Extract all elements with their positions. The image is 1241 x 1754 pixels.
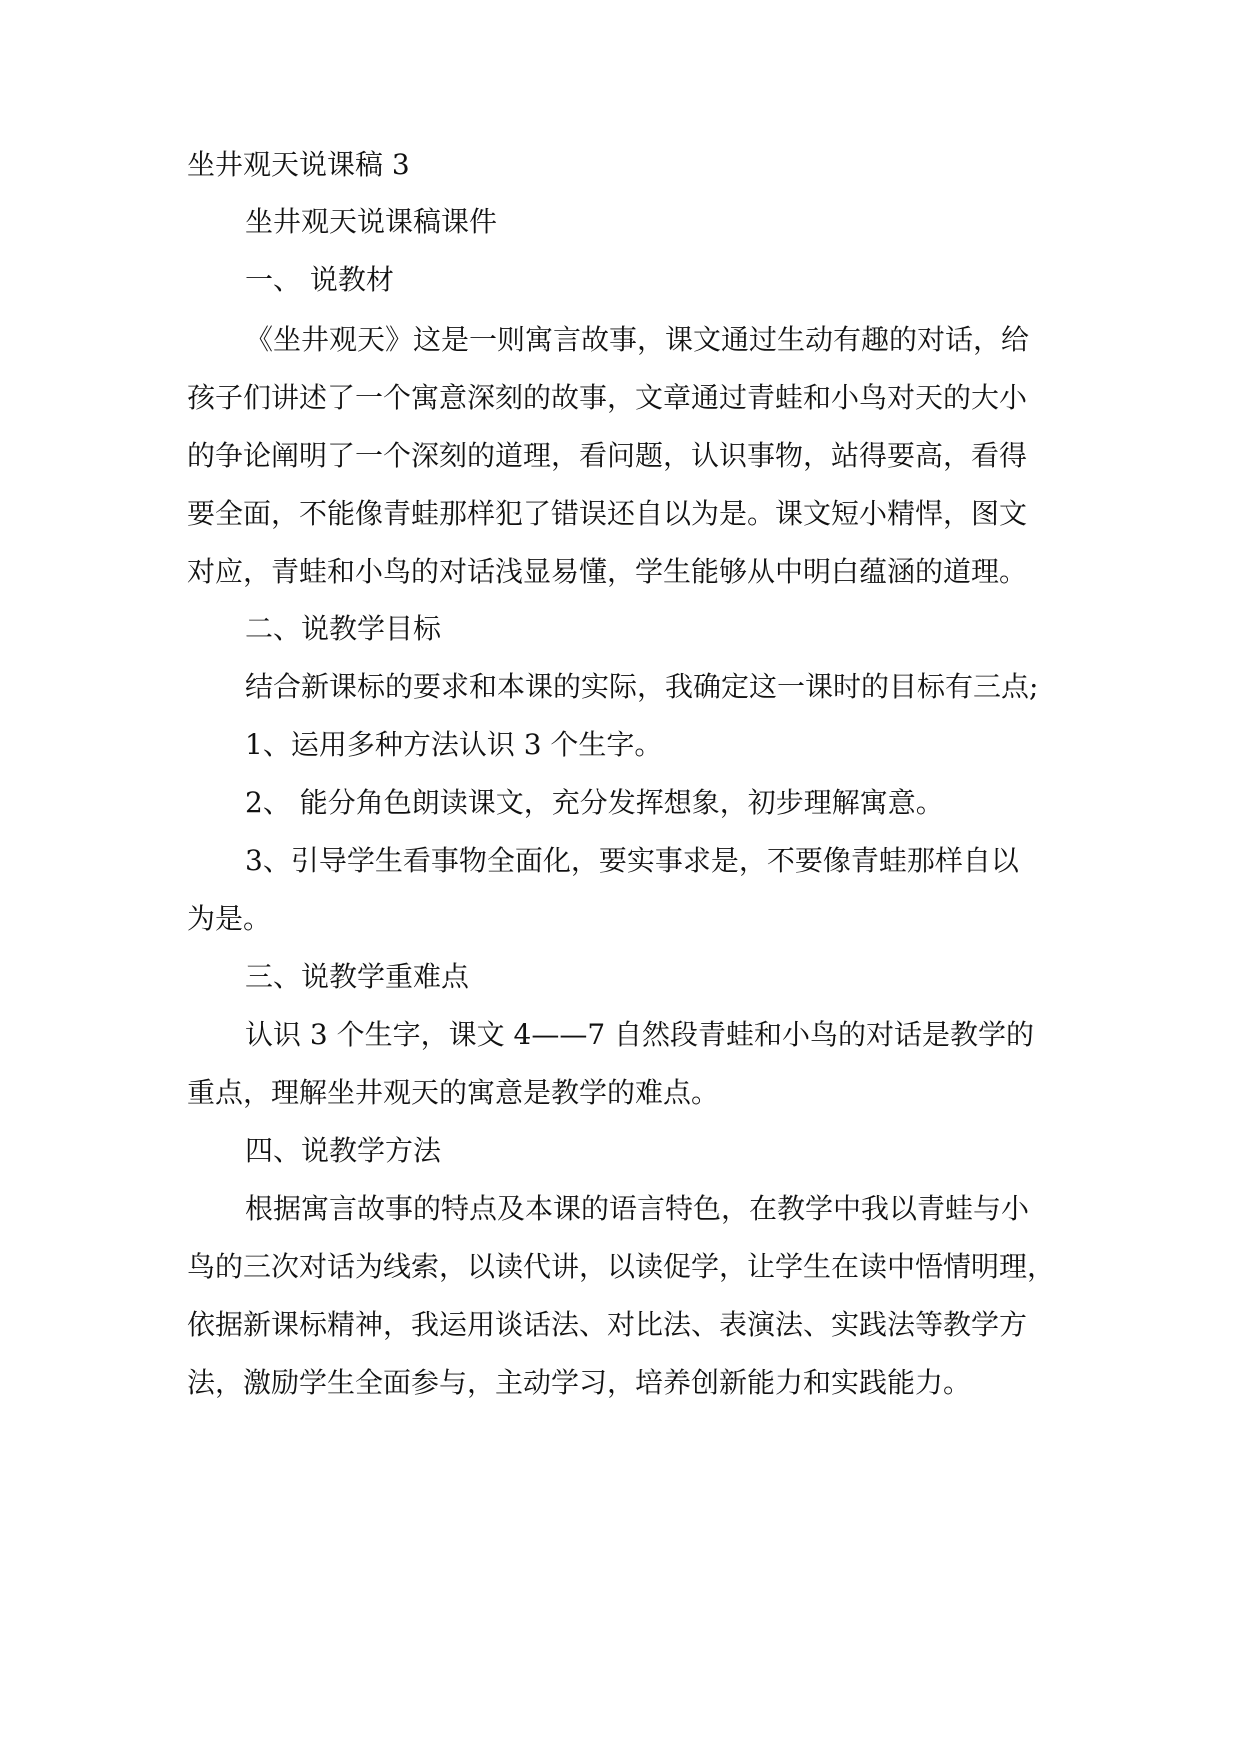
section-heading-key-points: 三、说教学重难点 <box>245 960 470 993</box>
list-item: 3、引导学生看事物全面化，要实事求是，不要像青蛙那样自以 <box>245 844 1019 877</box>
paragraph-line: 根据寓言故事的特点及本课的语言特色，在教学中我以青蛙与小 <box>245 1192 1030 1225</box>
paragraph-line: 要全面，不能像青蛙那样犯了错误还自以为是。课文短小精悍，图文 <box>187 497 1028 530</box>
list-item: 1、运用多种方法认识 3 个生字。 <box>245 728 663 761</box>
list-item: 2、 能分角色朗读课文，充分发挥想象，初步理解寓意。 <box>245 786 944 819</box>
paragraph-line: 的争论阐明了一个深刻的道理，看问题，认识事物，站得要高，看得 <box>187 439 1028 472</box>
paragraph-line: 法，激励学生全面参与，主动学习，培养创新能力和实践能力。 <box>187 1366 972 1399</box>
paragraph-line: 对应，青蛙和小鸟的对话浅显易懂，学生能够从中明白蕴涵的道理。 <box>187 555 1028 588</box>
paragraph-line: 认识 3 个生字，课文 4——7 自然段青蛙和小鸟的对话是教学的 <box>245 1018 1035 1051</box>
section-heading-methods: 四、说教学方法 <box>245 1134 442 1167</box>
paragraph-line: 孩子们讲述了一个寓意深刻的故事，文章通过青蛙和小鸟对天的大小 <box>187 381 1028 414</box>
paragraph-line: 重点，理解坐井观天的寓意是教学的难点。 <box>187 1076 720 1109</box>
section-heading-objectives: 二、说教学目标 <box>245 612 442 645</box>
paragraph-line: 依据新课标精神，我运用谈话法、对比法、表演法、实践法等教学方 <box>187 1308 1028 1341</box>
paragraph-line: 结合新课标的要求和本课的实际，我确定这一课时的目标有三点; <box>245 670 1039 703</box>
document-title: 坐井观天说课稿 3 <box>187 148 410 181</box>
section-heading-materials: 一、 说教材 <box>245 263 394 296</box>
paragraph-line: 《坐井观天》这是一则寓言故事，课文通过生动有趣的对话，给 <box>245 323 1030 356</box>
paragraph-line: 鸟的三次对话为线索，以读代讲，以读促学，让学生在读中悟情明理， <box>187 1250 1056 1283</box>
document-subtitle: 坐井观天说课稿课件 <box>245 205 498 238</box>
list-item-continuation: 为是。 <box>187 902 272 935</box>
